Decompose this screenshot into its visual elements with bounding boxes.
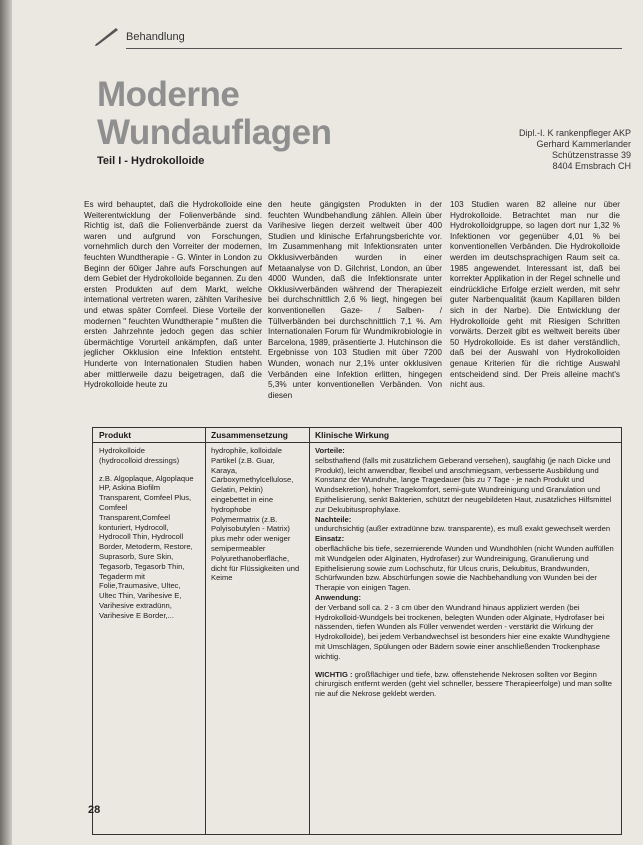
header-klinische-wirkung: Klinische Wirkung	[315, 430, 390, 440]
nachteile-label: Nachteile:	[315, 514, 352, 524]
article-column-1: Es wird behauptet, daß die Hydrokolloide eine Weiterentwicklung der Folienverbände sind. Richtig ist, daß die Folienverbände zuerst da waren und aufgrund von Forschungen, vornehmlich durch den Vorreiter der modernen, feuchten Wundtherapie - G. Winter in London zu Beginn der 60iger Jahre aufs Forschungen auf dem Gebiet der Hydrokolloide begannen. Zu den ersten Produkten auf dem Markt, welche international vertreten waren, zählten Varihesive und etwas später Comfeel. Diese Vorteile der modernen " feuchten Wundtherapie " mußten die ersten Jahrzehnte jedoch gegen das schier übermächtige Vorurteil ankämpfen, daß unter jeglicher Okklusion eine Infektion entsteht. Hunderte von Internationalen Studien haben aber mittlerweile dazu beigetragen, daß die Hydrokolloide heute zu	[84, 200, 262, 390]
pen-logo-icon	[94, 26, 120, 46]
wichtig-text: großflächiger und tiefe, bzw. offenstehende Nekrosen sollten vor Beginn chirurgisch entfernt werden (geht viel schneller, bessere Therapieerfolge) und man sollte nie auf die Nekrose geklebt werden.	[315, 669, 613, 699]
article-column-3: 103 Studien waren 82 alleine nur über Hydrokolloide. Betrachtet man nur die Hydrokolloidgruppe, so lagen dort nur 1,32 % Infektionen vor gegenüber 4,01 % bei konventionellen Verbänden. Die Hydrokolloide werden im deutschsprachigen Raum seit ca. 1985 angewendet. Interessant ist, daß bei korrekter Applikation in der Regel schnelle und eindrückliche Erfolge erzielt werden, mit sehr guter Narbenqualität (kaum Kapillaren bilden sich in der Narbe). Die Entwicklung der Hydrokolloide geht mit Riesigen Schritten vorwärts. Derzeit gibt es weltweit bereits über 50 Hydrokolloide. Es ist daher verständlich, daß bei der Auswahl von Hydrokolloiden genaue Kriterien für die richtige Auswahl entscheidend sind. Der Preis alleine macht's nicht aus.	[450, 200, 620, 390]
article-title	[97, 76, 331, 152]
header-rule	[126, 48, 622, 49]
author-block	[491, 128, 631, 172]
produkt-group: Hydrokolloide (hydrocolloid dressings)	[99, 446, 180, 465]
page-number: 28	[88, 804, 101, 816]
column-divider	[309, 428, 310, 834]
produkt-list: z.B. Algoplaque, Algoplaque HP, Askina Biofilm Transparent, Comfeel Plus, Comfeel Transparent,Comfeel konturiert, Hydrocoll, Hydrocoll Thin, Hydrocoll Border, Metoderm, Restore, Suprasorb, Sure Skin, Tegasorb, Tegasorb Thin, Tegaderm mit Folie,Traumasive, Ultec, Ultec Thin, Varihesive E, Varihesive extradünn, Varihesive E Border,...	[99, 473, 194, 620]
vorteile-text: selbsthaftend (falls mit zusätzlichem Geberand versehen), saugfähig (je nach Dicke und Produkt), leicht anwendbar, flexibel und anschmiegsam, verbesserte Ausbildung und Konstanz der Wundruhe, lange Tragedauer (bis zu 7 Tage - je nach Produkt und Wundsekretion), hoher Tragekomfort, semi-gute Wundreinigung und Granulation und Epithelisierung, senkt Bakterien, schützt der neugebildeten Haut, zusätzliches Hilfsmittel zur Dekubitusprophylaxe.	[315, 455, 612, 514]
zusammensetzung-cell: hydrophile, kolloidale Partikel (z.B. Guar, Karaya, Carboxymethylcellulose, Gelatin, Pektin) eingebettet in eine hydrophobe Polymermatrix (z.B. Polyisobutylen - Matrix) plus mehr oder weniger semipermeabler Polyurethanoberfläche, dicht für Flüssigkeiten und Keime	[211, 446, 300, 583]
article-subtitle: Teil I - Hydrokolloide	[97, 155, 205, 167]
article-column-2: den heute gängigsten Produkten in der feuchten Wundbehandlung zählen. Allein über Varihesive liegen derzeit weltweit über 400 Studien und klinische Erfahrungsberichte vor. Im Zusammenhang mit Infektionsraten unter Okklusivverbänden wurden in einer Metaanalyse von D. Gilchrist, London, an über 4000 Wunden, daß die Infektionsrate unter Okklusivverbänden während der Therapiezeit bei durchschnittlich 2,6 % liegt, hingegen bei konventionellen Gaze- / Salben- / Tüllverbänden bei durchschnittlich 7,1 %. Am Internationalen Forum für Wundmikrobiologie in Barcelona, 1989, präsentierte J. Hutchinson die Ergebnisse von 103 Studien mit über 7200 Wunden, wonach nur 2,1% unter okklusiven Verbänden eine Infektion erlitten, hingegen 5,3% unter konventionellen Verbänden. Von diesen	[268, 200, 442, 400]
anwendung-label: Anwendung:	[315, 592, 361, 602]
wichtig-label: WICHTIG :	[315, 669, 353, 679]
column-divider	[205, 428, 206, 834]
title-line-1: Moderne	[97, 75, 240, 114]
header-produkt: Produkt	[99, 430, 132, 440]
product-table	[92, 427, 622, 835]
author-line: Gerhard Kammerlander	[536, 139, 631, 149]
page-shadow	[0, 0, 12, 845]
klinische-wirkung-cell	[315, 446, 615, 699]
title-line-2: Wundauflagen	[97, 113, 332, 152]
wichtig-note	[315, 670, 615, 699]
vorteile-label: Vorteile:	[315, 446, 345, 455]
author-line: Schützenstrasse 39	[551, 150, 631, 160]
einsatz-text: oberflächliche bis tiefe, sezernierende Wunden und Wundhöhlen (nicht Wunden auffüllen mit Wundgelen oder Alginaten, Hydrofaser) zur Wundreinigung, Granulierung und Epithelisierung sowie zum Lochschutz, für Ulcus cruris, Dekubitus, Brandwunden, Schürfwunden bzw. Abschürfungen sowie die Nachbehandlung von Wunden bei der Therapie von einigen Tagen.	[315, 543, 614, 593]
nachteile-text: undurchsichtig (außer extradünne bzw. transparente), es muß exakt gewechselt werden	[315, 524, 611, 534]
header-zusammensetzung: Zusammensetzung	[211, 430, 288, 440]
section-label: Behandlung	[126, 31, 185, 43]
table-header-row	[93, 428, 621, 443]
produkt-cell	[99, 446, 197, 621]
author-line: Dipl.-I. K rankenpfleger AKP	[518, 128, 631, 138]
anwendung-text: der Verband soll ca. 2 - 3 cm über den Wundrand hinaus appliziert werden (bei Hydrokolloid-Wundgels bei trockenen, belegten Wunden oder Alginate, Hydrofaser bei nässenden, tiefen Wunden als Füller verwendet werden - verstärkt die Wirkung der Hydrokolloide), bei jedem Verbandwechsel ist besonders hier eine exakte Wundhygiene mit Umschlägen, Spülungen oder Bädern sowie einer anschließenden Trockenphase wichtig.	[315, 602, 610, 661]
einsatz-label: Einsatz:	[315, 534, 345, 544]
author-line: 8404 Emsbrach CH	[552, 161, 631, 171]
